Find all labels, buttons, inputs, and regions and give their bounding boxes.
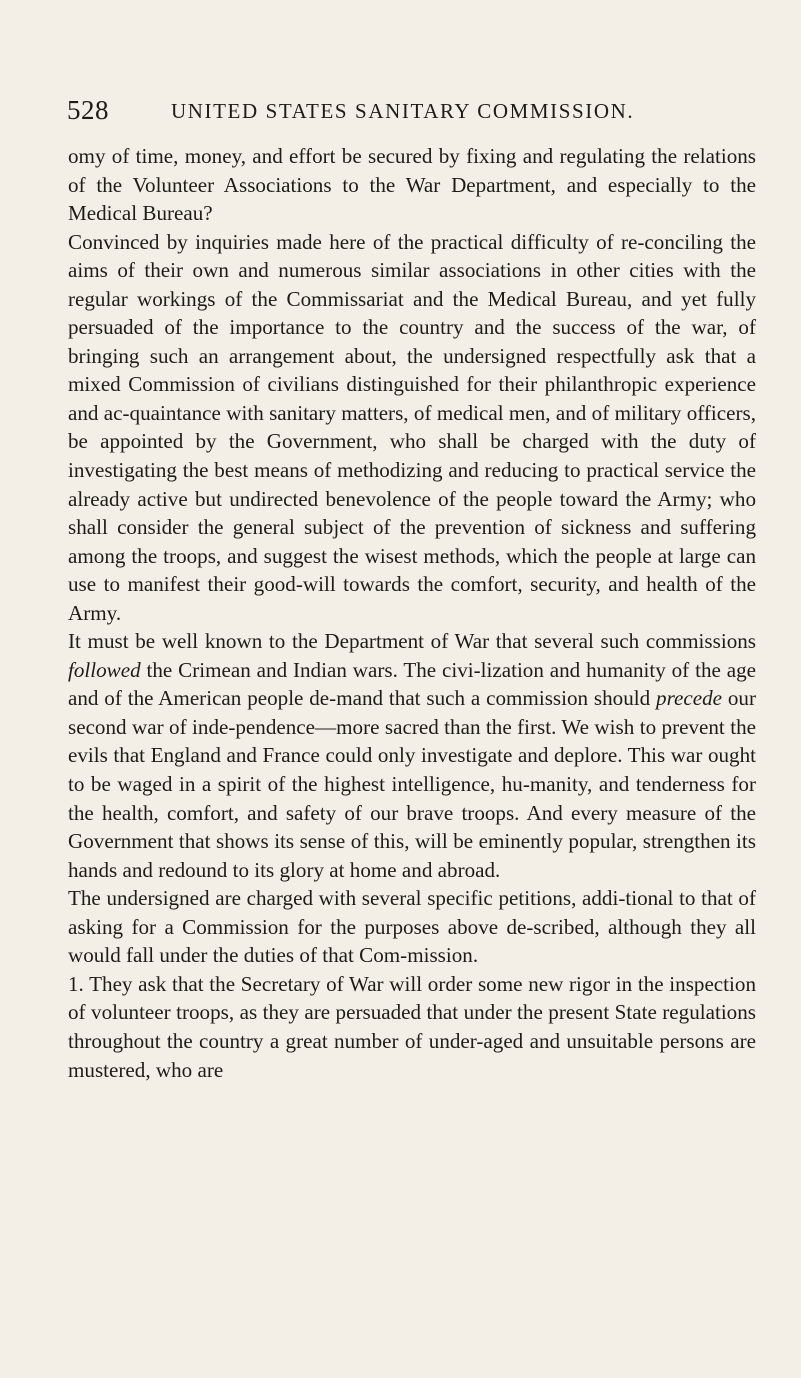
paragraph-3 [68,627,756,884]
page-number: 528 [67,95,109,125]
paragraph-3-part-3: our second war of inde-pendence—more sacred than the first. We wish to prevent the evils that England and France could only investigate and deplore. This war ought to be waged in a spirit of the highest intelligence, hu-manity, and tenderness for the health, comfort, and safety of our brave troops. And every measure of the Government that shows its sense of this, will be eminently popular, strengthen its hands and redound to its glory at home and abroad. [68,686,756,882]
paragraph-5: 1. They ask that the Secretary of War will order some new rigor in the inspection of volunteer troops, as they are persuaded that under the present State regulations throughout the country a great number of under-aged and unsuitable persons are mustered, who are [68,971,756,1082]
paragraph-4: The undersigned are charged with several specific petitions, addi-tional to that of asking for a Commission for the purposes above de-scribed, although they all would fall under the duties of that Com-mission. [68,886,756,968]
page-header [67,95,767,131]
running-title: UNITED STATES SANITARY COMMISSION. [171,99,635,123]
paragraph-3-part-2: the Crimean and Indian wars. The civi-lization and humanity of the age and of the American people de-mand that such a commission should [68,657,756,711]
paragraph-2: Convinced by inquiries made here of the practical difficulty of re-conciling the aims of their own and numerous similar associations in other cities with the regular workings of the Commissariat and the Medical Bureau, and yet fully persuaded of the importance to the country and the success of the war, of bringing such an arrangement about, the undersigned respectfully ask that a mixed Commission of civilians distinguished for their philanthropic experience and ac-quaintance with sanitary matters, of medical men, and of military officers, be appointed by the Government, who shall be charged with the duty of investigating the best means of methodizing and reducing to practical service the already active but undirected benevolence of the people toward the Army; who shall consider the general subject of the prevention of sickness and suffering among the troops, and suggest the wisest methods, which the people at large can use to manifest their good-will towards the comfort, security, and health of the Army. [68,229,756,625]
italic-precede: precede [656,686,723,711]
body-text [68,142,756,1084]
paragraph-1: omy of time, money, and effort be secured by fixing and regulating the relations of the Volunteer Associations to the War Department, and especially to the Medical Bureau? [68,144,756,226]
paragraph-3-part-1: It must be well known to the Department of War that several such commissions [68,629,756,654]
italic-followed: followed [68,657,141,682]
